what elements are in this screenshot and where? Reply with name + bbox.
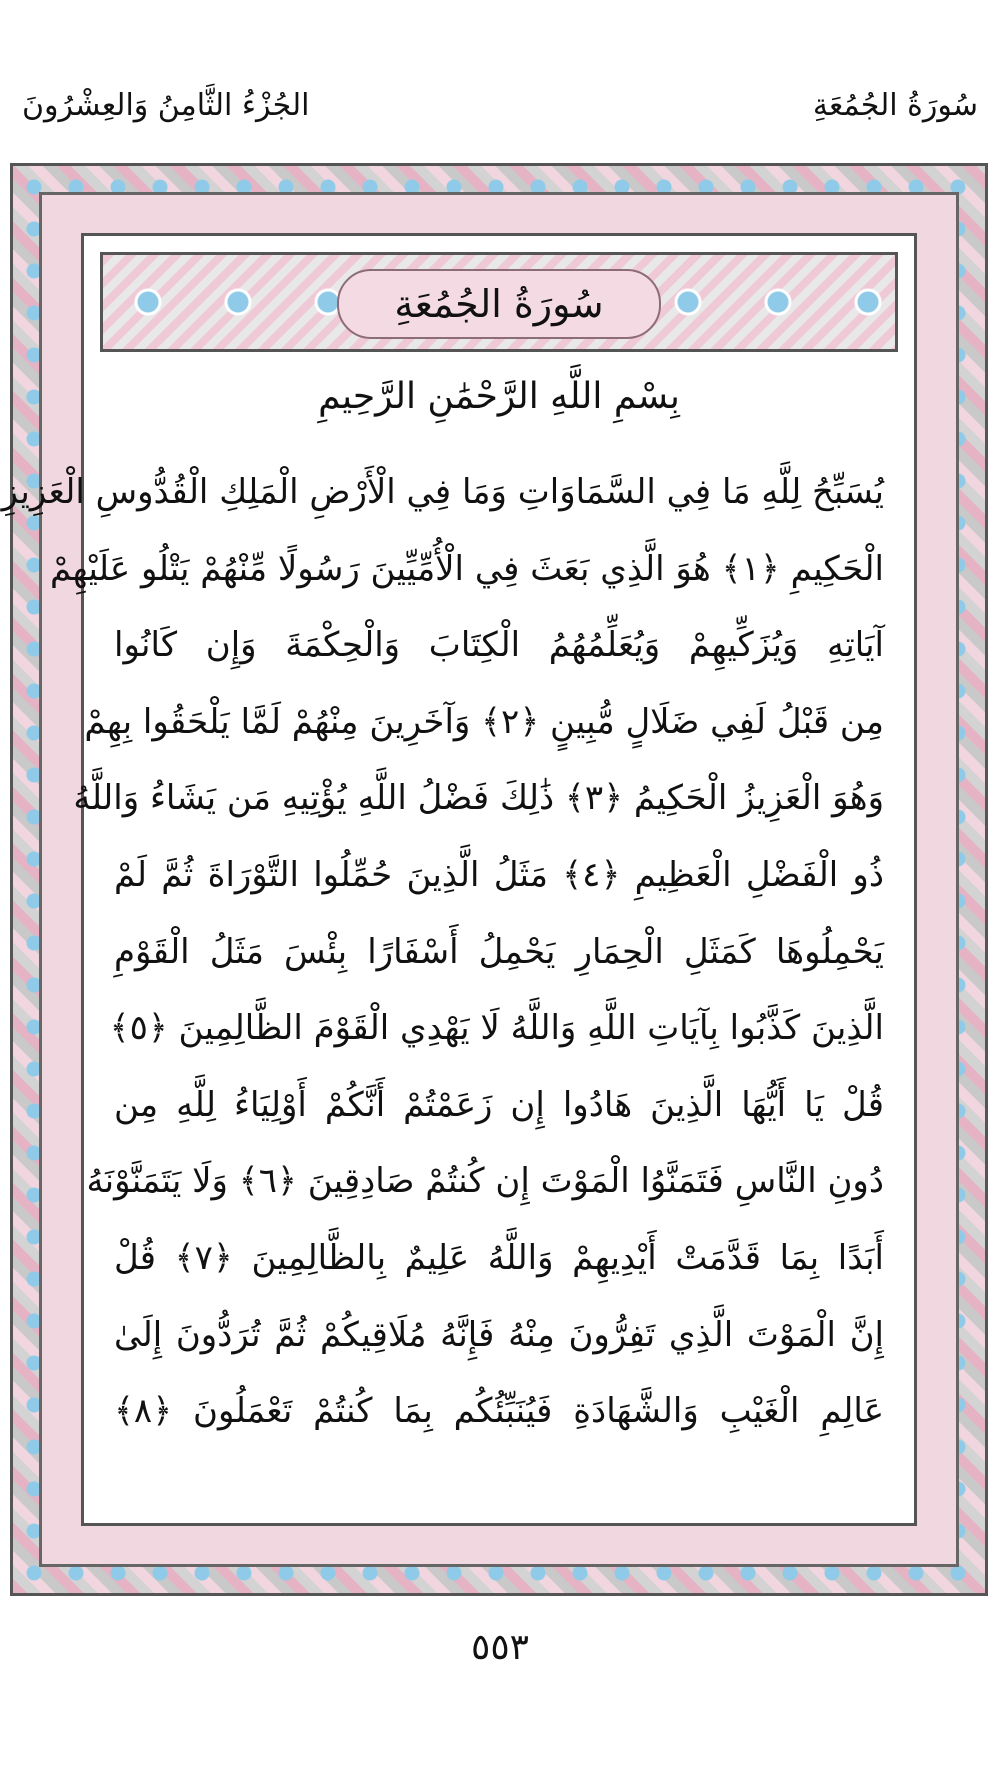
verse-line: يَحْمِلُوهَا كَمَثَلِ الْحِمَارِ يَحْمِلُ أَسْفَارًا بِئْسَ مَثَلُ الْقَوْمِ: [114, 931, 884, 972]
verse-line: عَالِمِ الْغَيْبِ وَالشَّهَادَةِ فَيُنَبِّئُكُم بِمَا كُنتُمْ تَعْمَلُونَ ﴿٨﴾: [114, 1391, 884, 1432]
surah-name: سُورَةُ الجُمُعَةِ: [394, 282, 604, 326]
verse-line: ذُو الْفَضْلِ الْعَظِيمِ ﴿٤﴾ مَثَلُ الَّذِينَ حُمِّلُوا التَّوْرَاةَ ثُمَّ لَمْ: [114, 854, 884, 895]
surah-banner: [100, 252, 898, 352]
ornamental-frame: [1, 163, 988, 1596]
surah-name-plate: [337, 269, 661, 339]
juz-header-title: الجُزْءُ الثَّامِنُ وَالعِشْرُونَ: [22, 88, 310, 123]
page-content: [1, 233, 917, 1526]
verse-line: آيَاتِهِ وَيُزَكِّيهِمْ وَيُعَلِّمُهُمُ الْكِتَابَ وَالْحِكْمَةَ وَإِن كَانُوا: [114, 625, 884, 666]
verse-line: وَهُوَ الْعَزِيزُ الْحَكِيمُ ﴿٣﴾ ذَٰلِكَ فَضْلُ اللَّهِ يُؤْتِيهِ مَن يَشَاءُ وَاللَّهُ: [73, 778, 884, 819]
verse-line: الْحَكِيمِ ﴿١﴾ هُوَ الَّذِي بَعَثَ فِي الْأُمِّيِّينَ رَسُولًا مِّنْهُمْ يَتْلُو عَلَيْهِمْ: [50, 548, 884, 589]
basmala: بِسْمِ اللَّهِ الرَّحْمَٰنِ الرَّحِيمِ: [318, 376, 680, 417]
verse-line: قُلْ يَا أَيُّهَا الَّذِينَ هَادُوا إِن زَعَمْتُمْ أَنَّكُمْ أَوْلِيَاءُ لِلَّهِ مِن: [114, 1084, 884, 1125]
verse-lines: [1, 454, 885, 1450]
verse-line: أَبَدًا بِمَا قَدَّمَتْ أَيْدِيهِمْ وَاللَّهُ عَلِيمٌ بِالظَّالِمِينَ ﴿٧﴾ قُلْ: [114, 1237, 885, 1278]
verse-line: الَّذِينَ كَذَّبُوا بِآيَاتِ اللَّهِ وَاللَّهُ لَا يَهْدِي الْقَوْمَ الظَّالِمِينَ ﴿٥﴾: [109, 1008, 884, 1049]
page-header: [0, 88, 1000, 138]
verse-line: مِن قَبْلُ لَفِي ضَلَالٍ مُّبِينٍ ﴿٢﴾ وَآخَرِينَ مِنْهُمْ لَمَّا يَلْحَقُوا بِهِمْ: [84, 701, 884, 742]
verse-line: إِنَّ الْمَوْتَ الَّذِي تَفِرُّونَ مِنْهُ فَإِنَّهُ مُلَاقِيكُمْ ثُمَّ تُرَدُّونَ إِلَىٰ: [114, 1314, 884, 1355]
surah-header-title: سُورَةُ الجُمُعَةِ: [812, 88, 978, 123]
page-number: ٥٥٣: [470, 1627, 529, 1668]
verse-line: يُسَبِّحُ لِلَّهِ مَا فِي السَّمَاوَاتِ وَمَا فِي الْأَرْضِ الْمَلِكِ الْقُدُّوسِ الْعَزِيزِ: [1, 472, 884, 512]
verse-line: دُونِ النَّاسِ فَتَمَنَّوُا الْمَوْتَ إِن كُنتُمْ صَادِقِينَ ﴿٦﴾ وَلَا يَتَمَنَّوْنَهُ: [86, 1161, 884, 1202]
